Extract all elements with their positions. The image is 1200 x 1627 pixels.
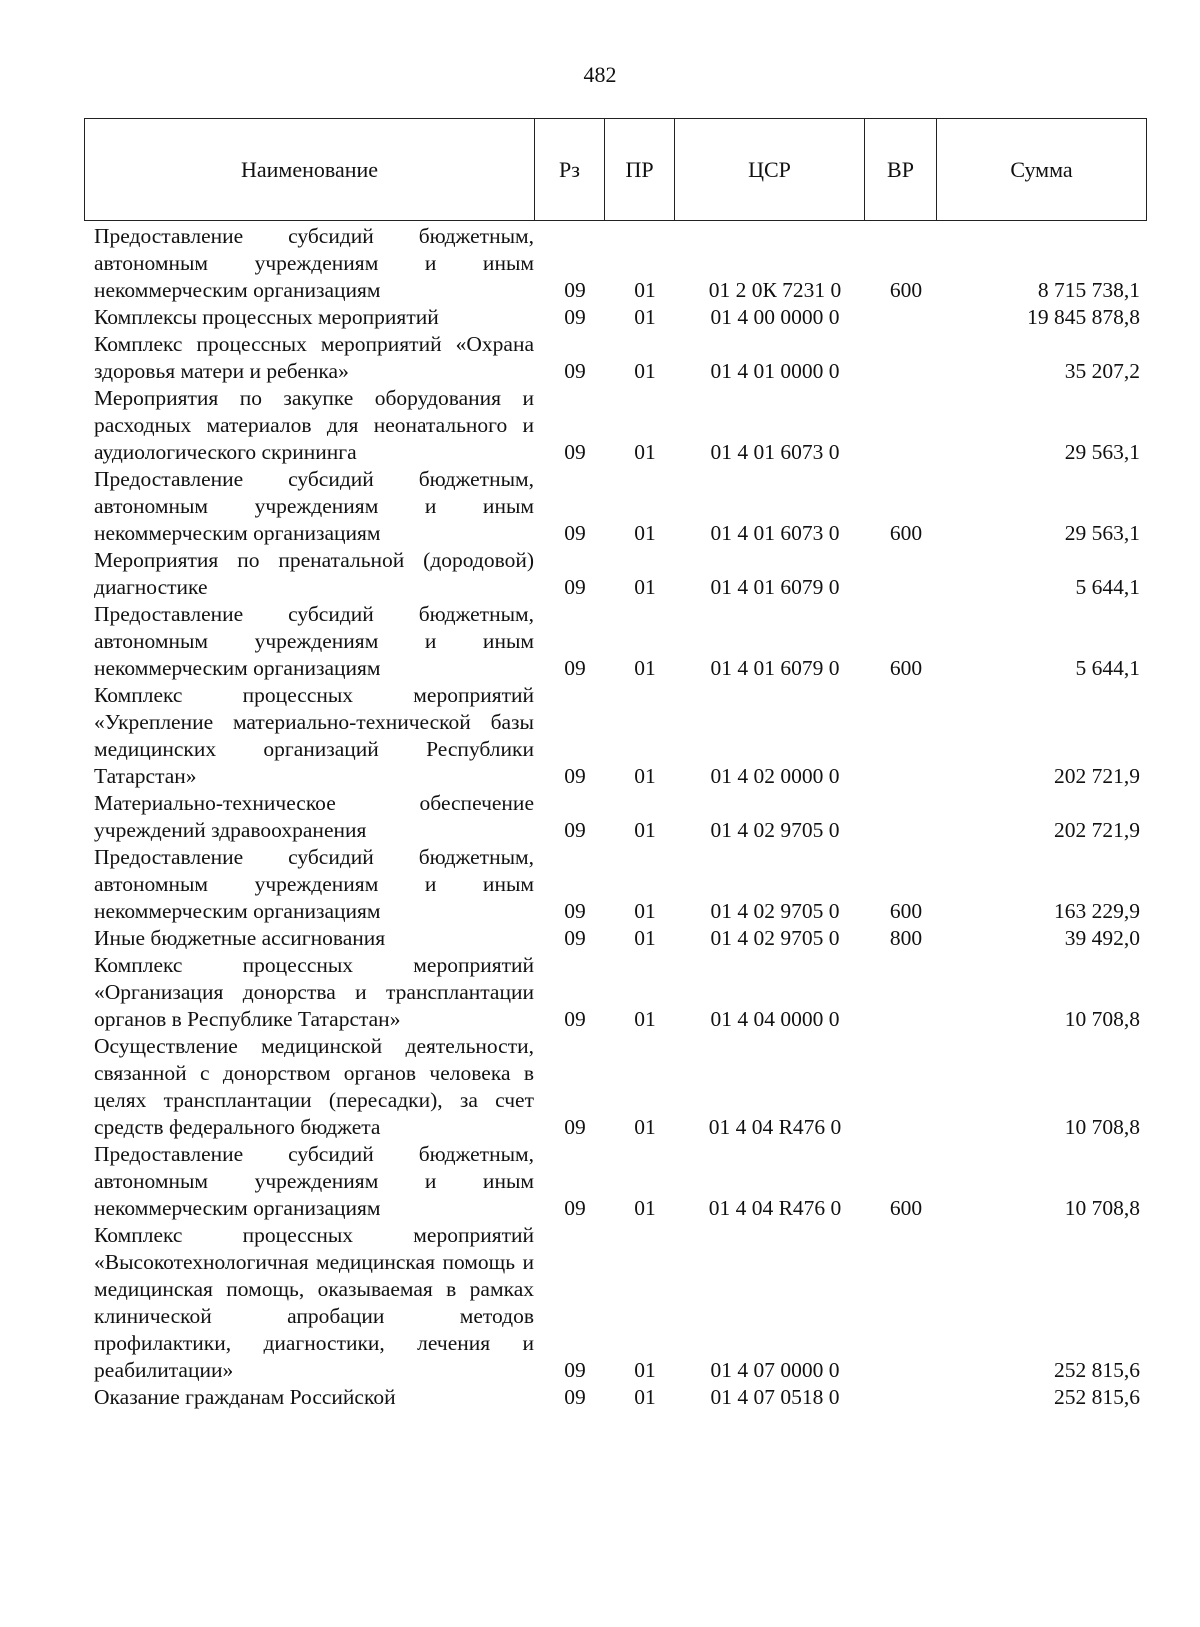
cell-name [84,385,540,466]
cell-name [84,223,540,304]
cell-name [84,547,540,601]
budget-table [84,223,1152,1411]
column-header-csr: ЦСР [675,119,865,221]
row-name-text: Материально-техническое обеспечение учреждений здравоохранения [94,791,534,842]
cell-csr: 01 4 00 0000 0 [710,305,840,329]
row-name-text: Комплекс процессных мероприятий «Охрана здоровья матери и ребенка» [94,332,534,383]
cell-rz: 09 [564,1196,586,1220]
cell-sum: 252 815,6 [1054,1385,1140,1409]
table-row [84,1384,1152,1411]
table-header [84,118,1147,221]
cell-rz: 09 [564,1358,586,1382]
cell-rz: 09 [564,1115,586,1139]
cell-name [84,844,540,925]
table-row [84,952,1152,1033]
budget-table-body [84,223,1152,1411]
cell-rz: 09 [564,278,586,302]
cell-pr: 01 [634,899,656,923]
cell-rz: 09 [564,818,586,842]
cell-rz: 09 [564,359,586,383]
row-name-text: Иные бюджетные ассигнования [94,926,386,950]
cell-rz: 09 [564,1385,586,1409]
cell-sum: 19 845 878,8 [1027,305,1140,329]
row-name-text: Предоставление субсидий бюджетным, автономным учреждениям и иным некоммерческим организациям [94,845,534,923]
cell-pr: 01 [634,1385,656,1409]
row-name-text: Осуществление медицинской деятельности, связанной с донорством органов человека в целях трансплантации (пересадки), за счет средств федерального бюджета [94,1034,534,1139]
column-header-rz: Рз [535,119,605,221]
cell-vr [870,385,942,466]
cell-csr: 01 4 01 6073 0 [710,440,840,464]
cell-name [84,790,540,844]
table-row [84,1141,1152,1222]
cell-csr: 01 4 01 6073 0 [710,521,840,545]
row-name-text: Предоставление субсидий бюджетным, автономным учреждениям и иным некоммерческим организациям [94,602,534,680]
table-row [84,466,1152,547]
cell-csr: 01 4 01 6079 0 [710,656,840,680]
cell-sum: 202 721,9 [1054,818,1140,842]
cell-csr: 01 4 04 0000 0 [710,1007,840,1031]
cell-csr: 01 4 01 0000 0 [710,359,840,383]
table-row [84,385,1152,466]
cell-name [84,952,540,1033]
cell-sum: 35 207,2 [1064,359,1140,383]
cell-vr: 600 [889,656,923,680]
cell-name [84,682,540,790]
row-name-text: Предоставление субсидий бюджетным, автономным учреждениям и иным некоммерческим организациям [94,467,534,545]
cell-rz: 09 [564,926,586,950]
row-name-text: Оказание гражданам Российской [94,1385,396,1409]
cell-vr: 800 [889,926,923,950]
cell-csr: 01 4 04 R476 0 [708,1115,842,1139]
cell-pr: 01 [634,278,656,302]
cell-name [84,1141,540,1222]
page-number: 482 [583,62,617,87]
cell-name [84,601,540,682]
cell-sum: 202 721,9 [1054,764,1140,788]
table-row [84,1033,1152,1141]
column-header-pr: ПР [605,119,675,221]
cell-rz: 09 [564,440,586,464]
cell-vr [870,304,942,331]
cell-vr [870,1222,942,1384]
table-row [84,223,1152,304]
cell-pr: 01 [634,656,656,680]
cell-rz: 09 [564,764,586,788]
cell-csr: 01 2 0К 7231 0 [708,278,842,302]
table-row [84,601,1152,682]
row-name-text: Мероприятия по закупке оборудования и расходных материалов для неонатального и аудиологического скрининга [94,386,534,464]
table-row [84,682,1152,790]
cell-sum: 10 708,8 [1064,1115,1140,1139]
row-name-text: Предоставление субсидий бюджетным, автономным учреждениям и иным некоммерческим организациям [94,224,534,302]
cell-sum: 252 815,6 [1054,1358,1140,1382]
cell-vr [870,1384,942,1411]
cell-vr [870,952,942,1033]
cell-csr: 01 4 02 9705 0 [710,899,840,923]
cell-name [84,304,540,331]
column-header-name: Наименование [85,119,535,221]
cell-vr [870,331,942,385]
cell-pr: 01 [634,359,656,383]
cell-name [84,925,540,952]
cell-name [84,1033,540,1141]
column-header-vr: ВР [865,119,937,221]
cell-rz: 09 [564,1007,586,1031]
cell-pr: 01 [634,1007,656,1031]
cell-vr [870,547,942,601]
row-name-text: Комплексы процессных мероприятий [94,305,439,329]
cell-pr: 01 [634,575,656,599]
row-name-text: Предоставление субсидий бюджетным, автономным учреждениям и иным некоммерческим организациям [94,1142,534,1220]
table-row [84,925,1152,952]
cell-sum: 163 229,9 [1054,899,1140,923]
cell-name [84,1222,540,1384]
cell-csr: 01 4 02 9705 0 [710,818,840,842]
cell-rz: 09 [564,899,586,923]
cell-name [84,331,540,385]
cell-pr: 01 [634,1196,656,1220]
cell-sum: 5 644,1 [1075,656,1140,680]
cell-rz: 09 [564,305,586,329]
cell-sum: 29 563,1 [1064,440,1140,464]
cell-vr: 600 [889,1196,923,1220]
table-row [84,1222,1152,1384]
row-name-text: Комплекс процессных мероприятий «Организация донорства и трансплантации органов в Республике Татарстан» [94,953,534,1031]
cell-csr: 01 4 02 9705 0 [710,926,840,950]
cell-vr: 600 [889,899,923,923]
cell-rz: 09 [564,656,586,680]
cell-vr [870,682,942,790]
cell-csr: 01 4 02 0000 0 [710,764,840,788]
row-name-text: Комплекс процессных мероприятий «Высокотехнологичная медицинская помощь и медицинская помощь, оказываемая в рамках клинической апробации методов профилактики, диагностики, лечения и реабилитации» [94,1223,534,1382]
column-header-sum: Сумма [937,119,1147,221]
cell-rz: 09 [564,575,586,599]
cell-sum: 10 708,8 [1064,1196,1140,1220]
cell-pr: 01 [634,818,656,842]
cell-sum: 10 708,8 [1064,1007,1140,1031]
table-row [84,547,1152,601]
cell-csr: 01 4 07 0518 0 [710,1385,840,1409]
cell-csr: 01 4 04 R476 0 [708,1196,842,1220]
cell-sum: 29 563,1 [1064,521,1140,545]
cell-pr: 01 [634,926,656,950]
cell-sum: 39 492,0 [1064,926,1140,950]
cell-rz: 09 [564,521,586,545]
table-row [84,844,1152,925]
row-name-text: Комплекс процессных мероприятий «Укрепление материально-технической базы медицинских организаций Республики Татарстан» [94,683,534,788]
cell-pr: 01 [634,440,656,464]
cell-pr: 01 [634,1358,656,1382]
cell-vr: 600 [889,278,923,302]
table-row [84,304,1152,331]
cell-name [84,466,540,547]
cell-sum: 5 644,1 [1075,575,1140,599]
cell-name [84,1384,540,1411]
table-row [84,331,1152,385]
cell-csr: 01 4 01 6079 0 [710,575,840,599]
cell-pr: 01 [634,305,656,329]
cell-pr: 01 [634,521,656,545]
cell-vr [870,1033,942,1141]
cell-vr [870,790,942,844]
table-row [84,790,1152,844]
cell-sum: 8 715 738,1 [1037,278,1140,302]
cell-pr: 01 [634,1115,656,1139]
cell-csr: 01 4 07 0000 0 [710,1358,840,1382]
cell-vr: 600 [889,521,923,545]
cell-pr: 01 [634,764,656,788]
row-name-text: Мероприятия по пренатальной (дородовой) диагностике [94,548,534,599]
